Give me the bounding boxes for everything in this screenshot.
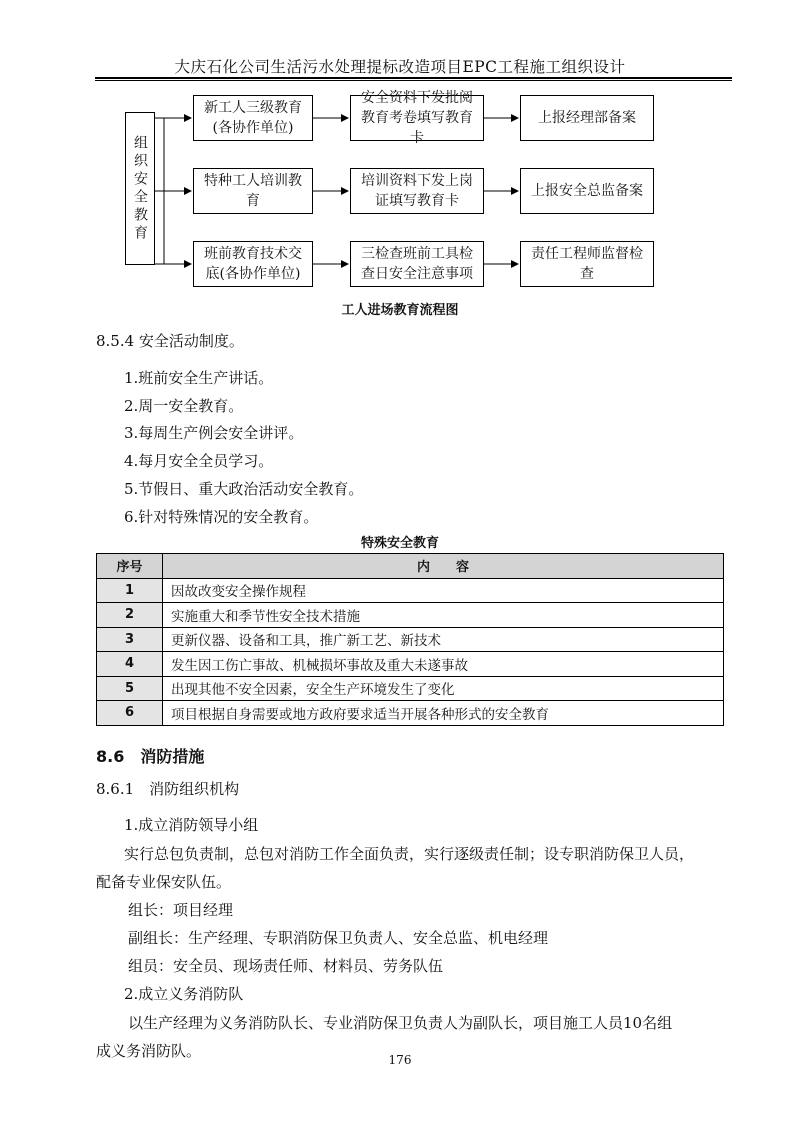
row-content: 因故改变安全操作规程 xyxy=(163,578,724,603)
flow-row1-col3: 上报经理部备案 xyxy=(520,95,654,141)
section-86-heading: 8.6 消防措施 xyxy=(96,747,205,766)
activity-item: 1.班前安全生产讲话。 xyxy=(124,369,274,387)
table-caption: 特殊安全教育 xyxy=(360,536,439,551)
paragraph: 成义务消防队。 xyxy=(96,1042,202,1060)
table-header-row xyxy=(97,554,724,579)
table-row xyxy=(97,701,724,726)
section-854-heading: 8.5.4 安全活动制度。 xyxy=(96,332,244,350)
row-content: 项目根据自身需要或地方政府要求适当开展各种形式的安全教育 xyxy=(163,701,724,726)
flow-row3-col2: 三检查班前工具检查日安全注意事项 xyxy=(350,241,484,287)
header-index: 序号 xyxy=(97,554,163,579)
section-861-heading: 8.6.1 消防组织机构 xyxy=(96,780,240,798)
paragraph: 以生产经理为义务消防队长、专业消防保卫负责人为副队长，项目施工人员10名组 xyxy=(128,1014,673,1032)
table-row xyxy=(97,627,724,652)
table-row xyxy=(97,603,724,628)
row-index: 6 xyxy=(97,701,163,726)
row-index: 5 xyxy=(97,676,163,701)
page-number: 176 xyxy=(388,1053,412,1067)
flow-row2-col1: 特种工人培训教育 xyxy=(193,168,313,214)
flow-row2-col2: 培训资料下发上岗证填写教育卡 xyxy=(350,168,484,214)
page-header: 大庆石化公司生活污水处理提标改造项目EPC工程施工组织设计 xyxy=(174,58,626,76)
row-content: 出现其他不安全因素，安全生产环境发生了变化 xyxy=(163,676,724,701)
activity-item: 4.每月安全全员学习。 xyxy=(124,452,274,470)
paragraph: 1.成立消防领导小组 xyxy=(124,816,259,834)
row-index: 4 xyxy=(97,652,163,677)
flow-row1-col2: 安全资料下发批阅教育考卷填写教育卡 xyxy=(350,95,484,141)
flow-row3-col1: 班前教育技术交底(各协作单位) xyxy=(193,241,313,287)
table-row xyxy=(97,676,724,701)
header-content: 内 容 xyxy=(163,554,724,579)
flow-row1-col1: 新工人三级教育(各协作单位) xyxy=(193,95,313,141)
activity-item: 6.针对特殊情况的安全教育。 xyxy=(124,508,319,526)
row-index: 3 xyxy=(97,627,163,652)
flow-row3-col3: 责任工程师监督检查 xyxy=(520,241,654,287)
paragraph: 配备专业保安队伍。 xyxy=(96,873,232,891)
flow-root xyxy=(125,112,155,265)
row-index: 1 xyxy=(97,578,163,603)
paragraph: 2.成立义务消防队 xyxy=(124,985,244,1003)
row-index: 2 xyxy=(97,603,163,628)
members-line: 组员：安全员、现场责任师、材料员、劳务队伍 xyxy=(128,957,444,975)
deputy-line: 副组长：生产经理、专职消防保卫负责人、安全总监、机电经理 xyxy=(128,929,549,947)
paragraph: 实行总包负责制，总包对消防工作全面负责，实行逐级责任制；设专职消防保卫人员， xyxy=(124,845,695,863)
activity-item: 3.每周生产例会安全讲评。 xyxy=(124,424,304,442)
flow-row2-col3: 上报安全总监备案 xyxy=(520,168,654,214)
special-education-table xyxy=(96,553,724,726)
table-row xyxy=(97,578,724,603)
flowchart-caption: 工人进场教育流程图 xyxy=(341,303,459,318)
row-content: 实施重大和季节性安全技术措施 xyxy=(163,603,724,628)
row-content: 更新仪器、设备和工具，推广新工艺、新技术 xyxy=(163,627,724,652)
flow-root-label: 组织安全教育 xyxy=(132,134,148,243)
leader-line: 组长：项目经理 xyxy=(128,901,234,919)
activity-item: 5.节假日、重大政治活动安全教育。 xyxy=(124,480,364,498)
row-content: 发生因工伤亡事故、机械损坏事故及重大未遂事故 xyxy=(163,652,724,677)
activity-item: 2.周一安全教育。 xyxy=(124,397,244,415)
table-row xyxy=(97,652,724,677)
